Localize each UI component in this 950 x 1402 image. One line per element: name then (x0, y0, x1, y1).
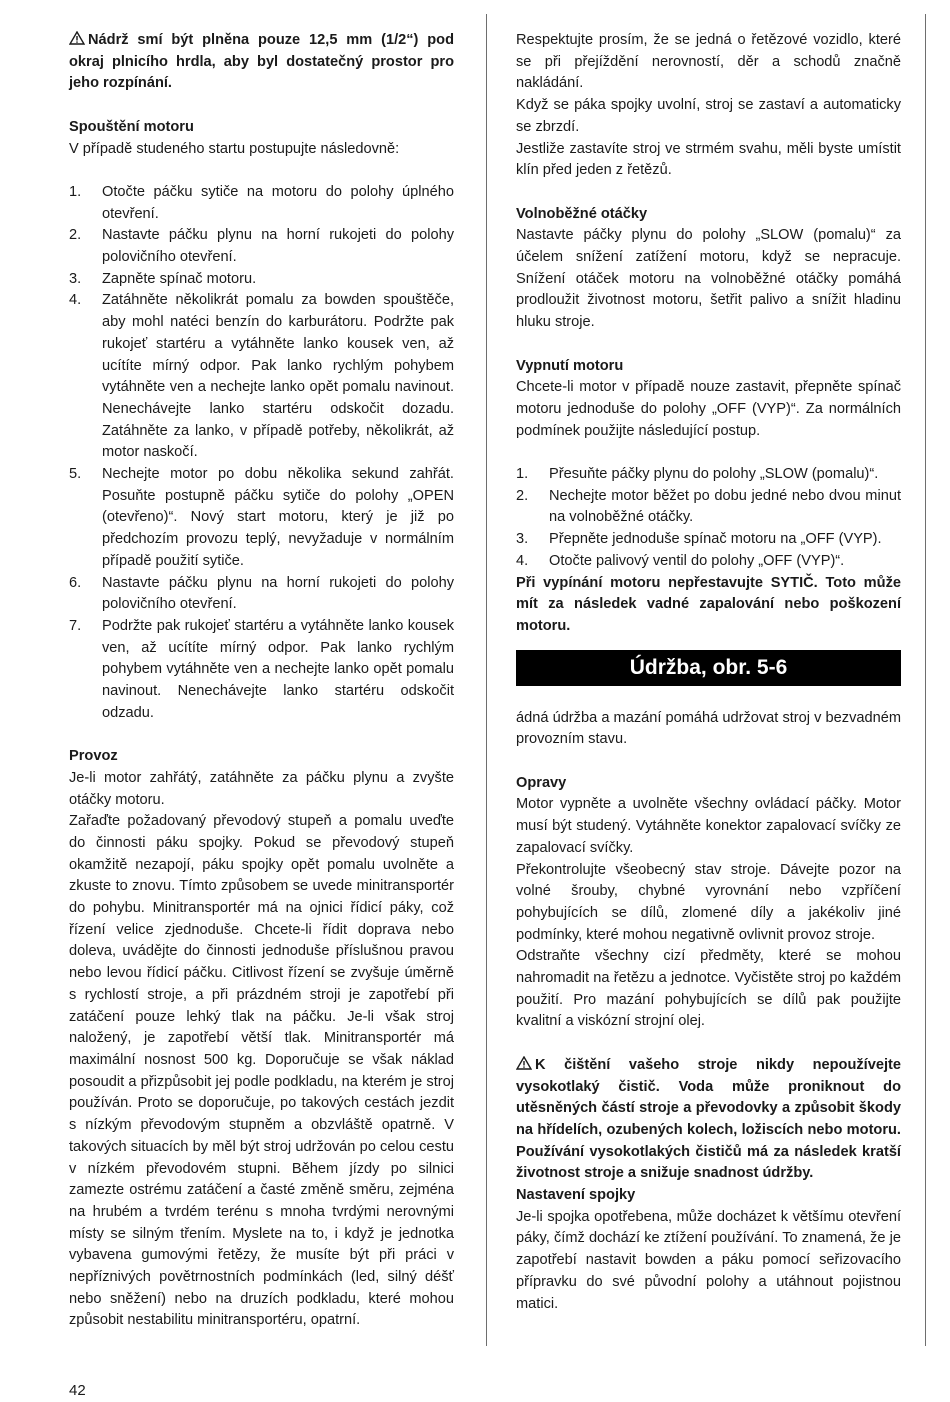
clutch-text: Je-li spojka opotřebena, může docházet k většímu otevření páky, čímž dochází ke ztížení používání. To znamená, že je zapotřebí nastavit bowden a páku pomocí seřizovacího přípravku do své původní polohy a utáhnout pojistnou matici. (516, 1208, 901, 1312)
clutch-heading: Nastavení spojky (516, 1187, 636, 1204)
repair-paragraph-3: Odstraňte všechny cizí předměty, které se mohou nahromadit na řetězu a jednotce. Vyčistěte stroj po každém použití. Pro mazání pohybujících se dílů pak použijte kvalitní a viskózní strojní olej. (516, 948, 901, 1030)
paragraph-clutch-release: Když se páka spojky uvolní, stroj se zastaví a automaticky se zbrzdí. (516, 97, 901, 135)
left-column (69, 30, 454, 1332)
provoz-paragraph-2: Zařaďte požadovaný převodový stupeň a pomalu uveďte do činnosti páku spojky. Pokud se převodový stupeň okamžitě nezapojí, páku spojky opět pomalu uvolněte a zkuste to znovu. Tímto způsobem se uvede minitransportér do pohybu. Minitransportér má na ojnici řídicí páky, což řízení velice zjednoduše. Chcete-li řídit doprava nebo doleva, uvádějte do činnosti jednoduše příslušnou pravou nebo levou řídicí páčku. Citlivost řízení se zvyšuje úměrně s rychlostí stroje, a při prázdném stroji je zapotřebí při zatáčení pouze lehký tlak na páčku. Je-li však stroj naložený, je zapotřebí větší tlak. Minitransportér má maximální nosnost 500 kg. Doporučuje se však náklad posoudit a přizpůsobit jej podle podkladu, na kterém je stroj používán. Proto se doporučuje, po takových cestách jezdit s nízkým převodovým stupněm a obzvláště opatrně. V takových situacích by měl být stroj udržován po celou cestu v nízkém převodovém stupni. Během jízdy po silnici zamezte ostrému zatáčení a časté změně směru, zejména na hrubém a tvrdém terénu s mnoha tvrdými nerovnými místy se silným třením. Myslete na to, i když je jednotka vybavena gumovými řetězy, že musíte být při práci v nepříznivých povětrnostních podmínkách (led, silný déšť nebo sněžení) nebo na druzích podkladu, které mohou způsobit nestabilitu minitransportéru, opatrní. (69, 813, 454, 1329)
right-column (516, 30, 901, 1315)
page-number: 42 (69, 1382, 86, 1399)
section-banner: Údržba, obr. 5-6 (516, 650, 901, 686)
warning-icon (516, 1056, 532, 1070)
right-margin-rule (925, 14, 926, 1346)
stop-heading: Vypnutí motoru (516, 357, 624, 374)
paragraph-tracked-vehicle: Respektujte prosím, že se jedná o řetězové vozidlo, které se při přejíždění nerovností, děr a schodů značně nakládání. (516, 32, 901, 92)
stop-warning: Při vypínání motoru nepřestavujte SYTIČ. Toto může mít za následek vadné zapalování nebo poškození motoru. (516, 574, 901, 634)
start-heading: Spouštění motoru (69, 118, 194, 135)
repair-paragraph-1: Motor vypněte a uvolněte všechny ovládací páčky. Motor musí být studený. Vytáhněte konektor zapalovací svíčky ze zapalovací svíčky. (516, 796, 901, 856)
list-item: 1. Přesuňte páčky plynu do polohy „SLOW (pomalu)“. (516, 466, 879, 483)
list-item: 4. Zatáhněte několikrát pomalu za bowden spouštěče, aby mohl natéci benzín do karburátoru. Podržte pak rukojeť startéru a vytáhněte lanko kousek ven, až ucítíte mírný odpor. Pak lanko rychlým pohybem vytáhněte ven a nechejte lanko opět pomalu navinout. Nenechávejte lanko startéru odskočit dozadu. Zatáhněte za lanko, v případě potřeby, několikrát, až motor naskočí. (69, 292, 454, 461)
list-item: 2. Nastavte páčku plynu na horní rukojeti do polohy polovičního otevření. (69, 227, 454, 265)
list-item: 5. Nechejte motor po dobu několika sekund zahřát. Posuňte postupně páčku sytiče do polohy „OPEN (otevřeno)“. Nový start motoru, který je již po předchozím provozu teplý, nevyžaduje v normálním případě použití sytiče. (69, 466, 454, 569)
idle-heading: Volnoběžné otáčky (516, 205, 648, 222)
list-item: 2. Nechejte motor běžet po dobu jedné nebo dvou minut na volnoběžné otáčky. (516, 487, 901, 526)
maintenance-intro: ádná údržba a mazání pomáhá udržovat stroj v bezvadném provozním stavu. (516, 709, 901, 748)
repair-heading: Opravy (516, 774, 567, 791)
stop-steps (516, 464, 901, 573)
cleaning-warning: K čištění vašeho stroje nikdy nepoužívejte vysokotlaký čistič. Voda může proniknout do utěsněných částí stroje a převodovky a způsobit škody na hřídelích, ozubených kolech, ložiscích nebo motoru. Používání vysokotlakých čističů má za následek kratší životnost stroje a snižuje snadnost údržby. (516, 1056, 901, 1182)
provoz-paragraph-1: Je-li motor zahřátý, zatáhněte za páčku plynu a zvyšte otáčky motoru. (69, 769, 454, 808)
paragraph-slope: Jestliže zastavíte stroj ve strmém svahu, měli byste umístit klín před jeden z řetězů. (516, 140, 901, 179)
list-item: 3. Přepněte jednoduše spínač motoru na „OFF (VYP). (516, 531, 882, 548)
list-item: 3. Zapněte spínač motoru. (69, 270, 257, 287)
start-steps (69, 182, 454, 725)
list-item: 7. Podržte pak rukojeť startéru a vytáhněte lanko kousek ven, až ucítíte mírný odpor. Pak lanko rychlým pohybem vytáhněte ven a nechejte lanko opět pomalu navinout. Nenechávejte lanko startéru odskočit odzadu. (69, 617, 454, 721)
list-item: 6. Nastavte páčku plynu na horní rukojeti do polohy polovičního otevření. (69, 574, 454, 613)
stop-text: Chcete-li motor v případě nouze zastavit, přepněte spínač motoru jednoduše do polohy „OFF (VYP)“. Za normálních podmínek použijte následující postup. (516, 379, 901, 439)
idle-text: Nastavte páčky plynu do polohy „SLOW (pomalu)“ za účelem snížení zatížení motoru, když se nepracuje. Snížení otáček motoru na volnoběžné otáčky pomáhá prodloužit životnost motoru, šetřit palivo a snížit hladinu hluku stroje. (516, 227, 901, 331)
repair-paragraph-2: Překontrolujte všeobecný stav stroje. Dávejte pozor na volné šrouby, chybné vyrovnání nebo vzpříčení pohybujících se dílů, zlomené díly a jakékoliv jiné podmínky, které mohou negativně ovlivnit provoz stroje. (516, 861, 901, 943)
list-item: 1. Otočte páčku sytiče na motoru do polohy úplného otevření. (69, 183, 454, 222)
start-intro: V případě studeného startu postupujte následovně: (69, 140, 400, 157)
column-divider (486, 14, 487, 1346)
warning-icon (69, 31, 85, 45)
fuel-warning: Nádrž smí být plněna pouze 12,5 mm (1/2“) pod okraj plnicího hrdla, aby byl dostatečný prostor pro jeho rozpínání. (69, 32, 454, 92)
list-item: 4. Otočte palivový ventil do polohy „OFF (VYP)“. (516, 552, 845, 569)
provoz-heading: Provoz (69, 748, 118, 765)
